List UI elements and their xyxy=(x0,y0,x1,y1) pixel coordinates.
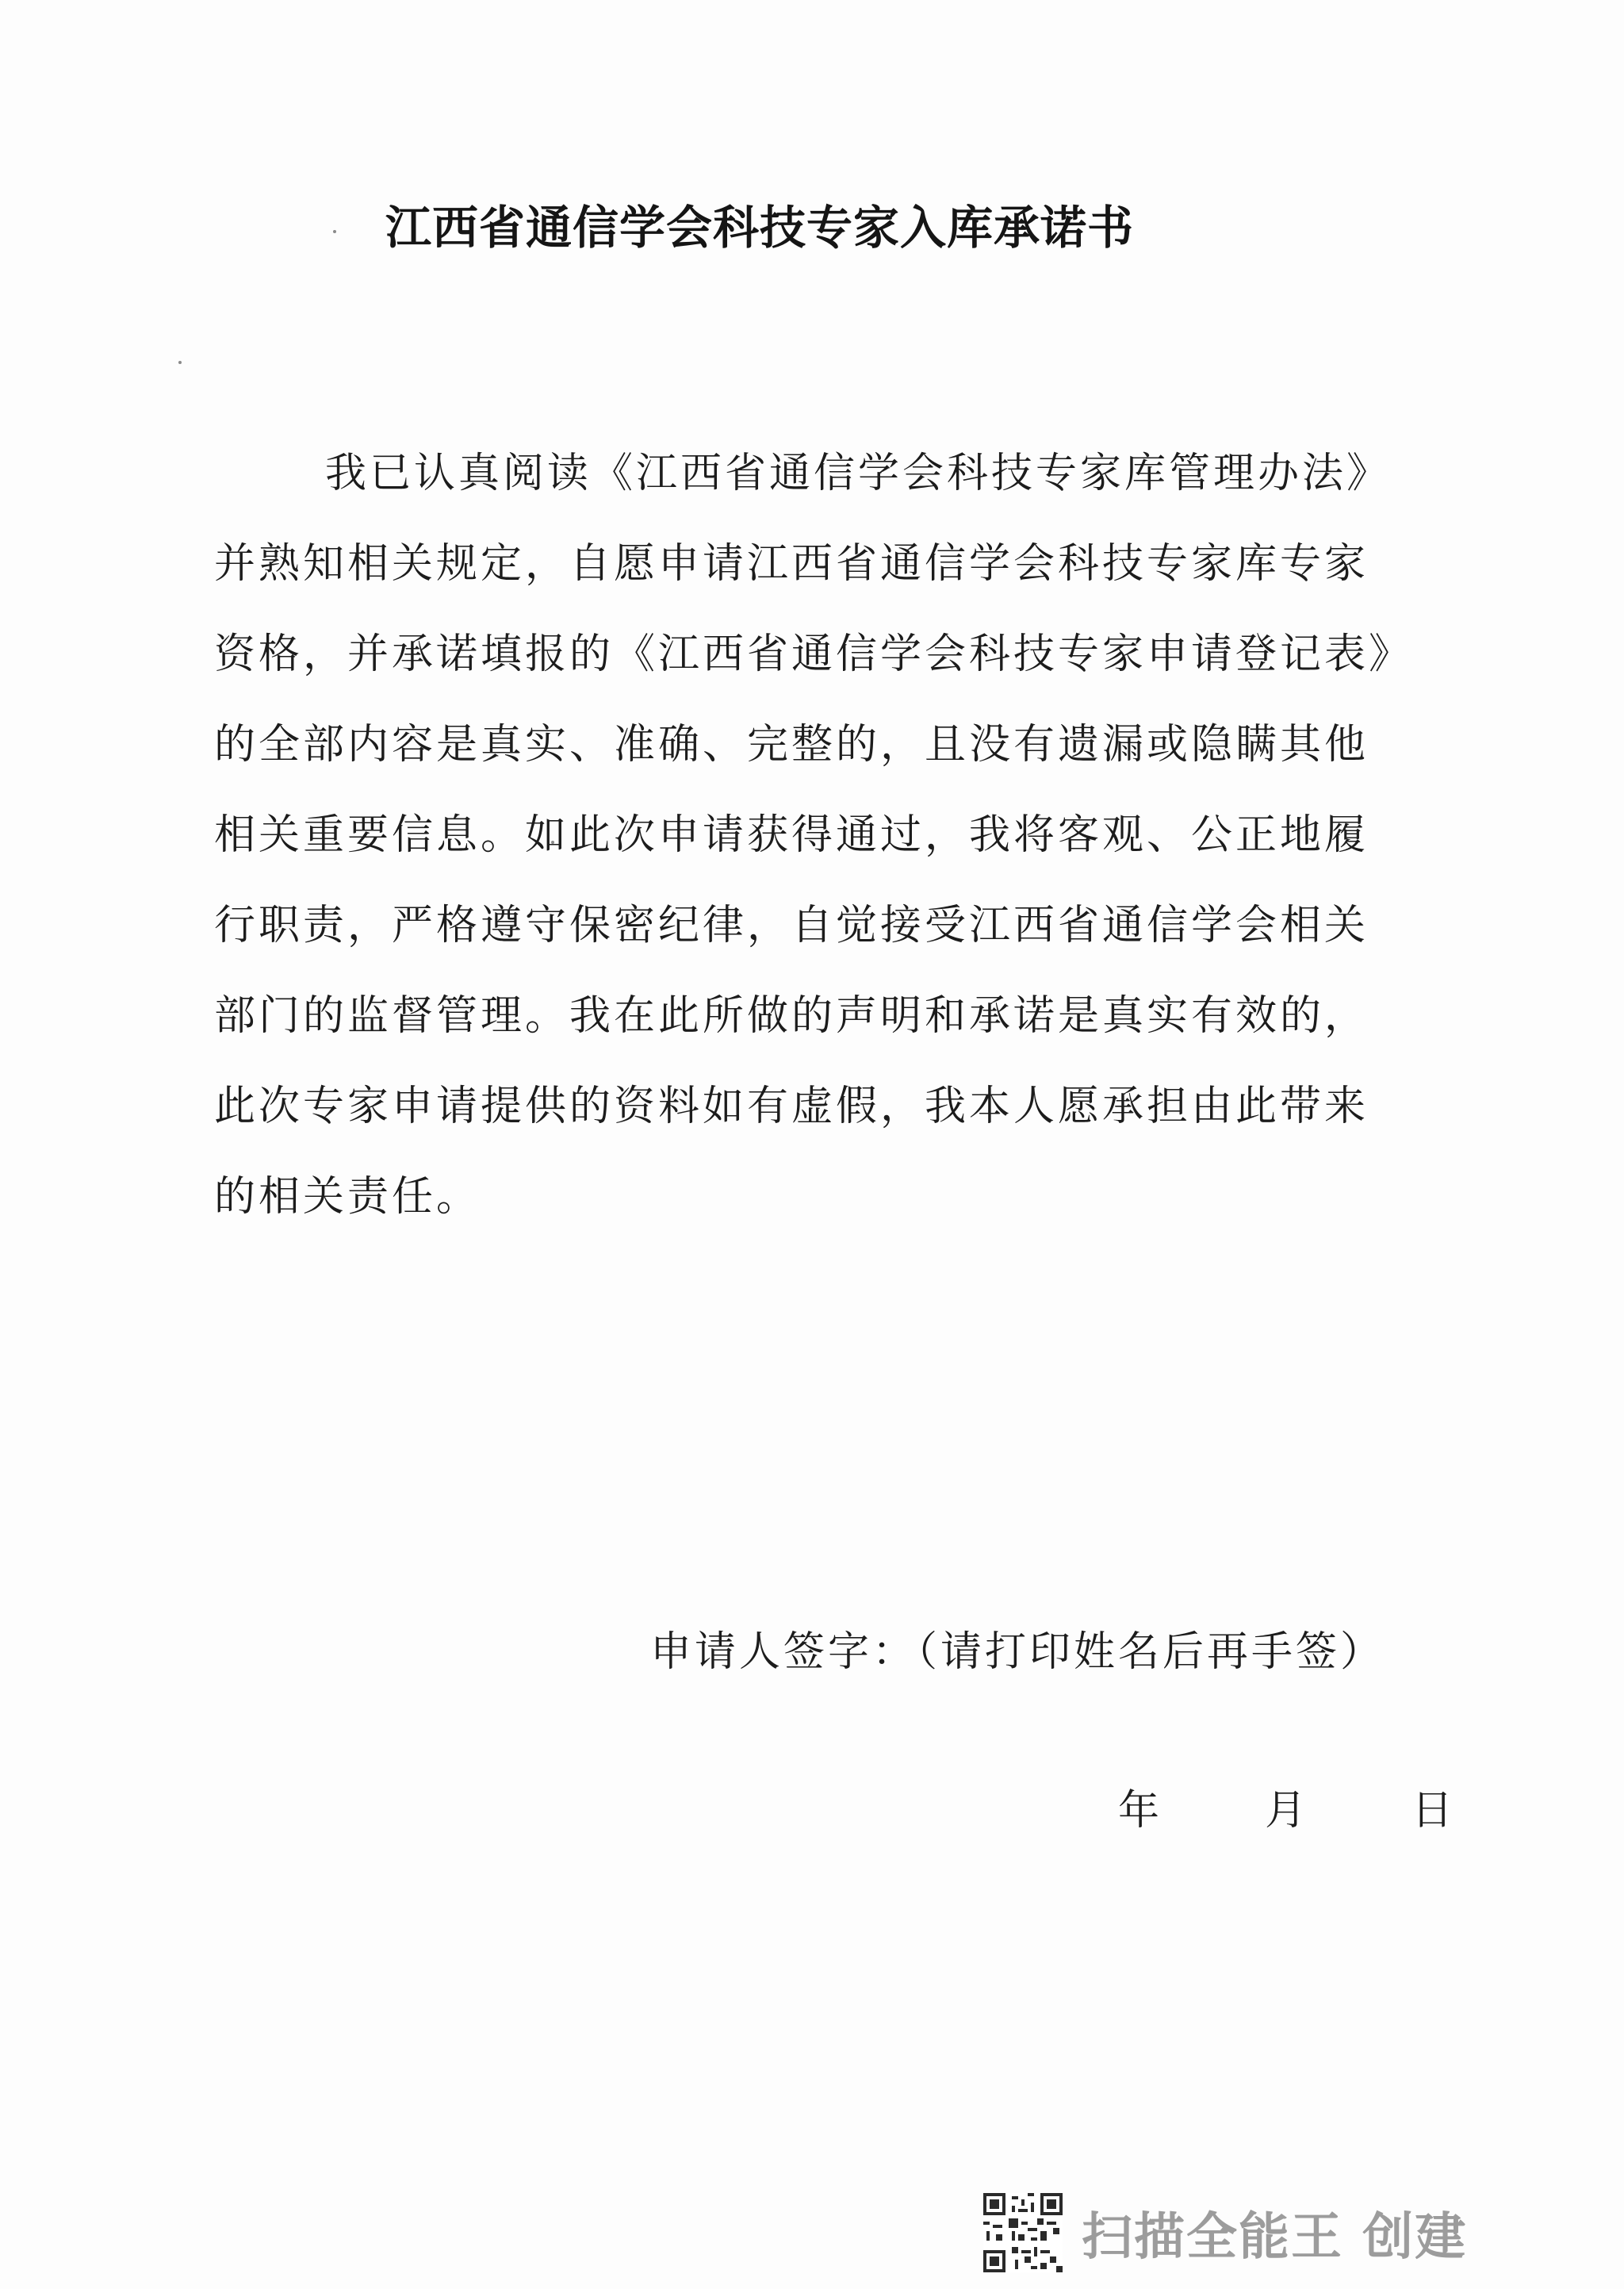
commitment-body xyxy=(214,428,1483,1242)
body-line: 资格，并承诺填报的《江西省通信学会科技专家申请登记表》 xyxy=(214,631,1414,678)
body-line: 的相关责任。 xyxy=(214,1173,481,1221)
body-line: 相关重要信息。如此次申请获得通过，我将客观、公正地履 xyxy=(214,811,1369,859)
body-line: 此次专家申请提供的资料如有虚假，我本人愿承担由此带来 xyxy=(214,1083,1369,1130)
body-line: 行职责，严格遵守保密纪律，自觉接受江西省通信学会相关 xyxy=(214,902,1369,949)
date-row xyxy=(1118,1777,1453,1836)
scan-speck xyxy=(333,230,336,233)
body-line: 并熟知相关规定，自愿申请江西省通信学会科技专家库专家 xyxy=(214,540,1369,588)
scanner-watermark xyxy=(983,2189,1467,2276)
body-line: 的全部内容是真实、准确、完整的，且没有遗漏或隐瞒其他 xyxy=(214,721,1369,769)
date-month: 月 xyxy=(1265,1787,1307,1835)
scan-speck xyxy=(178,361,182,364)
qr-code-icon xyxy=(983,2193,1063,2272)
signature-label: 申请人签字：（请打印姓名后再手签） xyxy=(650,1628,1385,1676)
watermark-text: 扫描全能王 创建 xyxy=(1082,2208,1468,2267)
document-title: 江西省通信学会科技专家入库承诺书 xyxy=(385,201,1135,255)
body-line: 部门的监督管理。我在此所做的声明和承诺是真实有效的， xyxy=(214,992,1369,1040)
date-day: 日 xyxy=(1411,1787,1454,1835)
body-line: 我已认真阅读《江西省通信学会科技专家库管理办法》 xyxy=(325,450,1392,497)
date-year: 年 xyxy=(1118,1787,1160,1835)
